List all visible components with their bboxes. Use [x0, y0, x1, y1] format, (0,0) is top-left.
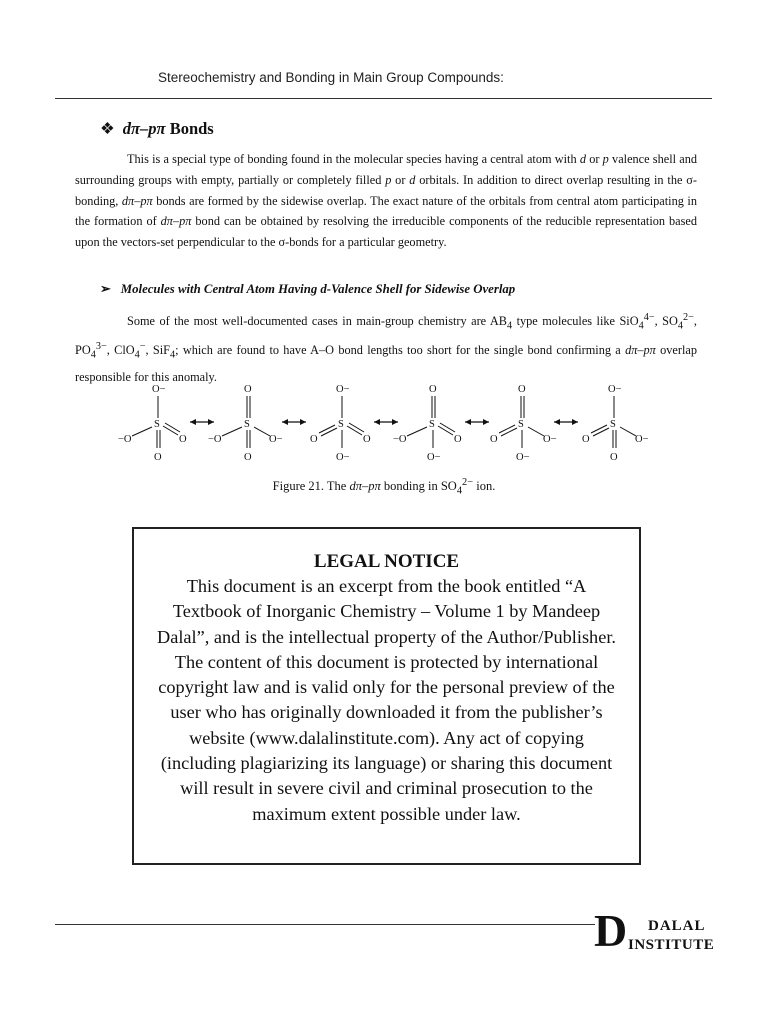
legal-notice-body: This document is an excerpt from the book entitled “A Textbook of Inorganic Chemistry – Volume 1 by Mandeep Dalal”, and is the intellectual property of the Author/Publisher. The content of this document is protected by international copyright law and is valid only for the personal preview of the user who has originally downloaded it from the publisher’s website (www.dalalinstitute.com). Any act of copying (including plagiarizing its language) or sharing this document will result in severe civil and criminal prosecution to the maximum extent possible under law. — [157, 576, 616, 824]
o-minus-bottom: O− — [427, 452, 441, 462]
sulfur-atom: S — [518, 419, 524, 430]
o-minus-right: O− — [635, 434, 649, 445]
resonance-structure-2 — [208, 384, 283, 462]
o-minus-bottom: O− — [516, 452, 530, 462]
o-minus-top: O− — [336, 384, 350, 395]
o-minus-top: O− — [608, 384, 622, 395]
o-right: O — [179, 434, 187, 445]
sulfur-atom: S — [154, 419, 160, 430]
intro-paragraph: This is a special type of bonding found in the molecular species having a central atom with d or p valence shell and surrounding groups with empty, partially or completely filled p or d orbitals. In addition to direct overlap resulting in the σ-bonding, dπ–pπ bonds are formed by the sidewise overlap. The exact nature of the orbitals from central atom participating in the formation of dπ–pπ bond can be obtained by resolving the irreducible components of the reducible representation based upon the vectors-set perpendicular to the σ-bonds for a particular geometry. — [75, 152, 697, 250]
minus-o-left: −O — [208, 434, 222, 445]
resonance-structures-figure — [110, 380, 670, 462]
logo-line-2: INSTITUTE — [628, 937, 715, 953]
o-left: O — [490, 434, 498, 445]
subheading — [100, 282, 515, 297]
logo-d-mark: D — [594, 905, 628, 956]
o-bottom: O — [244, 452, 252, 462]
diamond-bullet-icon: ❖ — [100, 119, 115, 138]
section-title-rest: Bonds — [165, 119, 214, 138]
running-header: Stereochemistry and Bonding in Main Group Compounds: — [158, 70, 504, 85]
header-rule — [55, 98, 712, 99]
sulfur-atom: S — [429, 419, 435, 430]
section-heading — [100, 119, 214, 139]
sulfur-atom: S — [610, 419, 616, 430]
resonance-structure-5 — [490, 384, 557, 462]
legal-notice-title: LEGAL NOTICE — [313, 551, 460, 572]
o-left: O — [310, 434, 318, 445]
o-left: O — [582, 434, 590, 445]
o-top: O — [518, 384, 526, 395]
sulfur-atom: S — [338, 419, 344, 430]
examples-paragraph: Some of the most well-documented cases in main-group chemistry are $AB_4$ type molecules like SiO$_4^{4-}$, $SO_4^{2-}$, $PO_4^{3-}$, ClO$_4$−, SiF$_4$; which are found to have A–O bond lengths too short for the single bond confirming a dπ–pπ overlap responsible for this anomaly. — [75, 312, 698, 384]
o-right: O — [454, 434, 462, 445]
resonance-structure-4 — [393, 384, 462, 462]
o-bottom: O — [154, 452, 162, 462]
resonance-structure-1 — [118, 384, 187, 462]
footer-rule — [55, 924, 595, 925]
sulfur-atom: S — [244, 419, 250, 430]
section-title-italic: dπ–pπ — [122, 119, 166, 138]
o-minus-bottom: O− — [336, 452, 350, 462]
resonance-structure-3 — [310, 384, 371, 462]
logo-line-1: DALAL — [648, 918, 706, 934]
o-right: O — [363, 434, 371, 445]
minus-o-left: −O — [393, 434, 407, 445]
resonance-arrow-4 — [465, 419, 489, 425]
arrow-bullet-icon: ➢ — [100, 282, 111, 296]
o-bottom: O — [610, 452, 618, 462]
resonance-structure-6 — [582, 384, 649, 462]
o-minus-right: O− — [543, 434, 557, 445]
o-minus-right: O− — [269, 434, 283, 445]
o-top: O — [244, 384, 252, 395]
dalal-institute-logo — [594, 905, 724, 960]
resonance-arrow-5 — [554, 419, 578, 425]
resonance-arrow-2 — [282, 419, 306, 425]
resonance-arrow-1 — [190, 419, 214, 425]
o-top: O — [429, 384, 437, 395]
legal-notice-box — [132, 527, 641, 865]
subheading-text: Molecules with Central Atom Having d-Valence Shell for Sidewise Overlap — [120, 282, 516, 296]
minus-o-left: −O — [118, 434, 132, 445]
figure-caption: Figure 21. The dπ–pπ bonding in $SO_4^{2-}$ ion. — [272, 477, 496, 497]
o-minus-top: O− — [152, 384, 166, 395]
resonance-arrow-3 — [374, 419, 398, 425]
